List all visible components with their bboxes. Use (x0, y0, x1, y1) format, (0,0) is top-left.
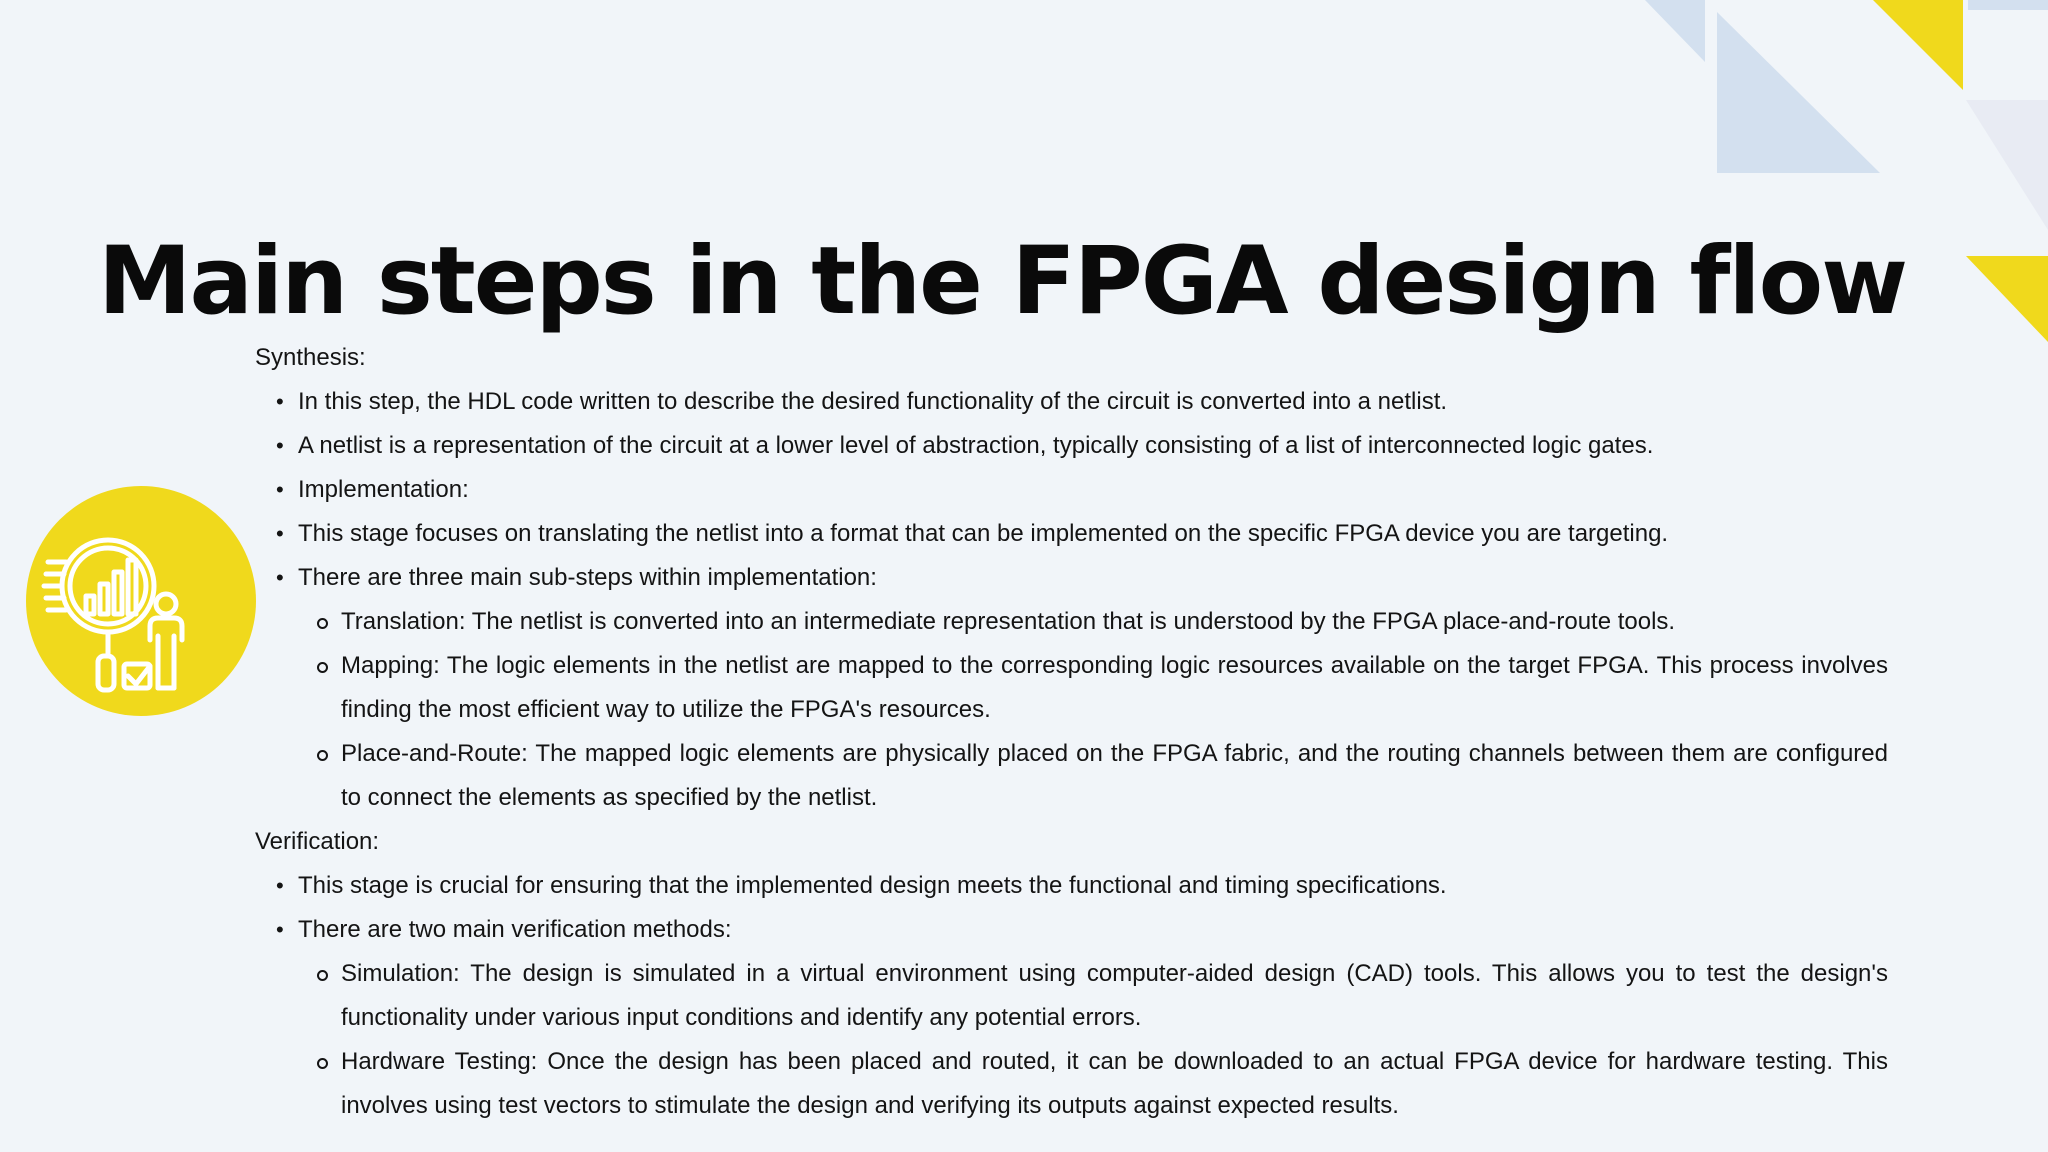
list-item: • This stage focuses on translating the netlist into a format that can be implemented on the specific FPGA device you are targeting. (298, 512, 1888, 556)
list-item (298, 556, 1888, 820)
verification-list (255, 864, 1888, 1128)
sub-list-item: Mapping: The logic elements in the netlist are mapped to the corresponding logic resources available on the target FPGA. This process involves finding the most efficient way to utilize the FPGA's resources. (341, 644, 1888, 732)
list-item: • In this step, the HDL code written to describe the desired functionality of the circuit is converted into a netlist. (298, 380, 1888, 424)
yellow-triangle-top (1873, 0, 1963, 90)
blue-strip-top (1968, 0, 2048, 10)
sub-list-item: Place-and-Route: The mapped logic elements are physically placed on the FPGA fabric, and the routing channels between them are configured to connect the elements as specified by the netlist. (341, 732, 1888, 820)
list-item-text: There are two main verification methods: (298, 916, 732, 943)
yellow-triangle-right (1966, 256, 2048, 342)
verification-heading: Verification: (255, 828, 380, 855)
sub-list-item: Simulation: The design is simulated in a virtual environment using computer-aided design (CAD) tools. This allows you to test the design's functionality under various input conditions and identify any potential errors. (341, 952, 1888, 1040)
faint-triangle (1966, 100, 2048, 230)
implementation-substeps (298, 600, 1888, 820)
list-item: • This stage is crucial for ensuring that the implemented design meets the functional and timing specifications. (298, 864, 1888, 908)
synthesis-heading: Synthesis: (255, 344, 366, 371)
data-analysis-icon (26, 486, 256, 716)
blue-triangle-large (1717, 12, 1880, 173)
content-body (255, 336, 1888, 1128)
verification-methods (298, 952, 1888, 1128)
list-item (298, 908, 1888, 1128)
synthesis-list (255, 380, 1888, 820)
sub-list-item: Translation: The netlist is converted into an intermediate representation that is understood by the FPGA place-and-route tools. (341, 600, 1888, 644)
list-item-text: There are three main sub-steps within implementation: (298, 564, 877, 591)
blue-triangle-small (1645, 0, 1705, 62)
page-title: Main steps in the FPGA design flow (98, 227, 1907, 336)
sub-list-item: Hardware Testing: Once the design has been placed and routed, it can be downloaded to an actual FPGA device for hardware testing. This involves using test vectors to stimulate the design and verifying its outputs against expected results. (341, 1040, 1888, 1128)
list-item: • Implementation: (298, 468, 1888, 512)
list-item: • A netlist is a representation of the circuit at a lower level of abstraction, typically consisting of a list of interconnected logic gates. (298, 424, 1888, 468)
